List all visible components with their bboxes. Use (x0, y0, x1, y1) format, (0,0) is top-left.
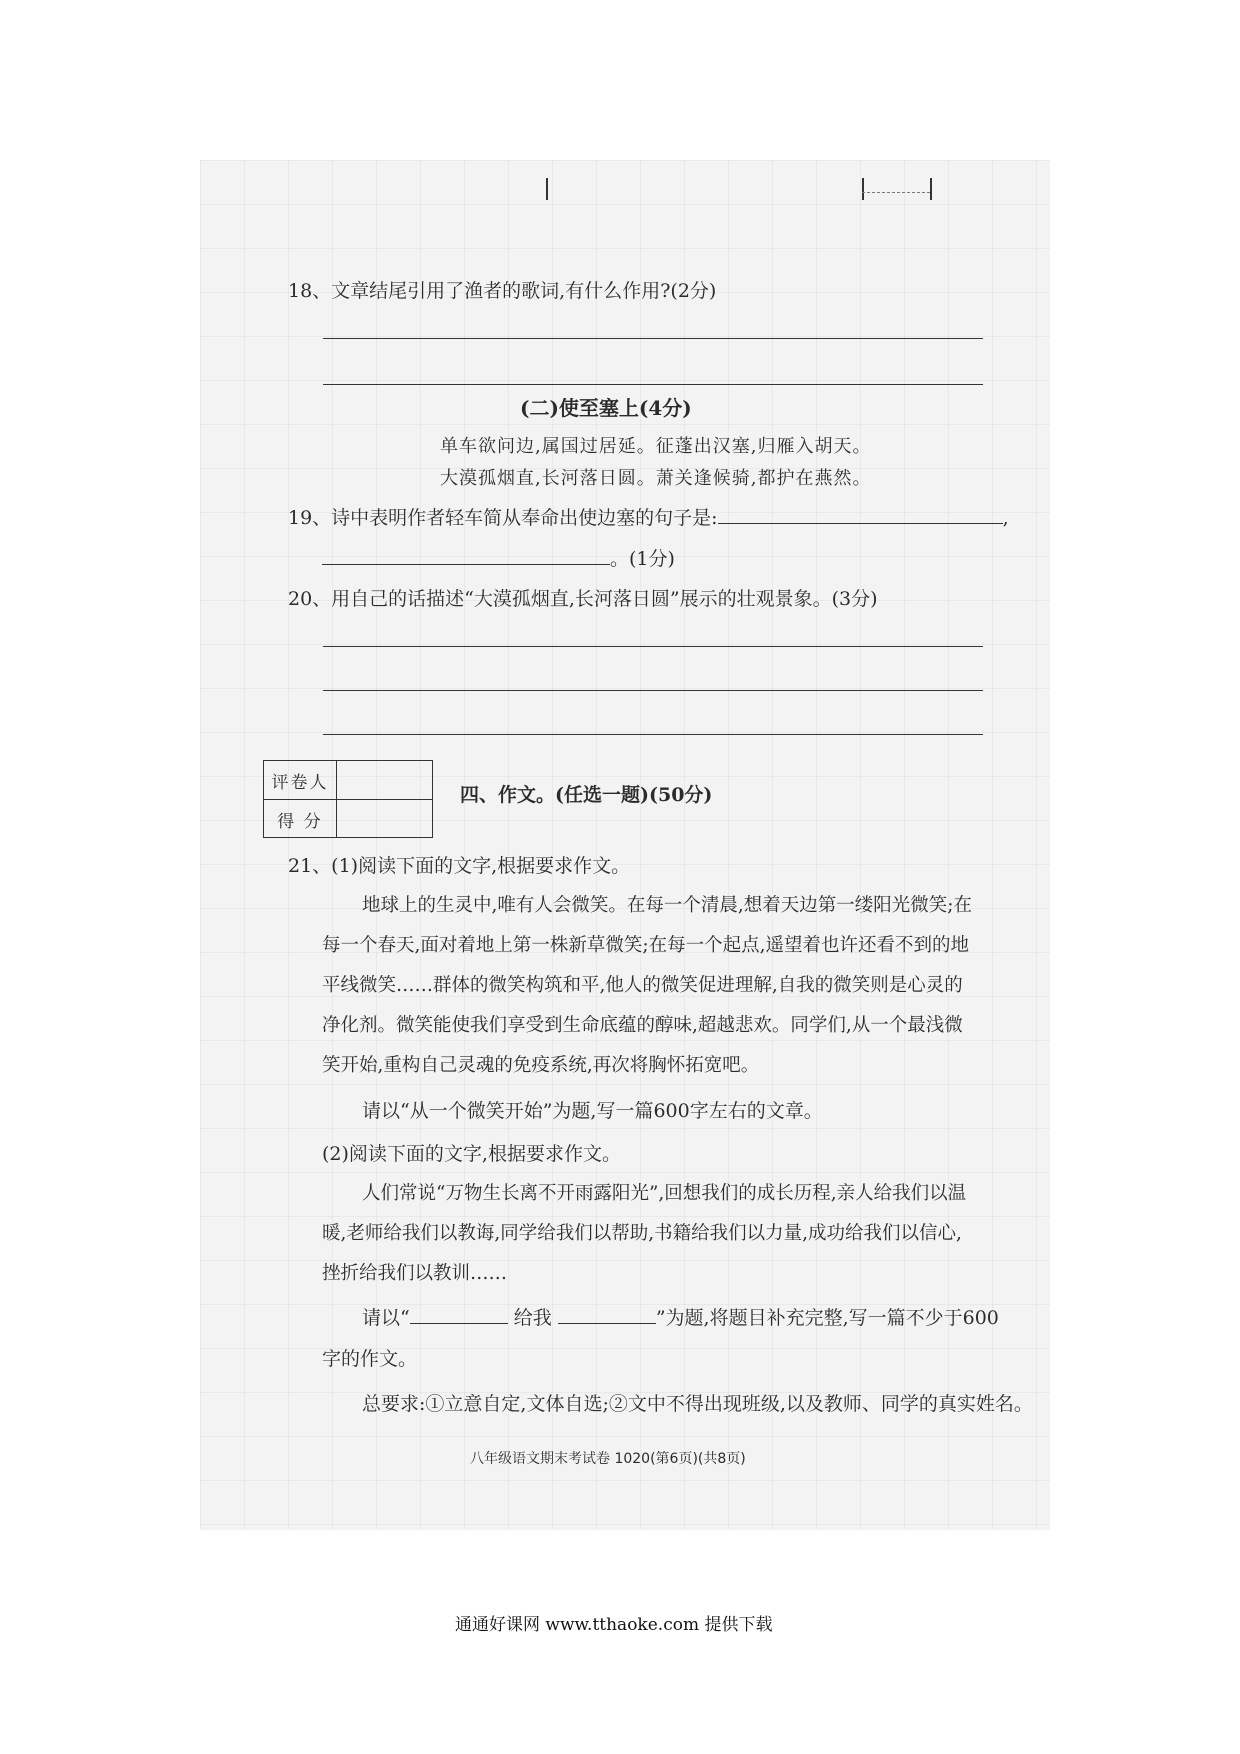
part2-requirement-line2: 字的作文。 (322, 1348, 418, 1370)
general-requirement: 总要求:①立意自定,文体自选;②文中不得出现班级,以及教师、同学的真实姓名。 (362, 1393, 1033, 1415)
registration-mark (862, 192, 930, 193)
question-21-part1-heading: 21、(1)阅读下面的文字,根据要求作文。 (288, 855, 631, 877)
score-label: 得 分 (277, 811, 323, 832)
requirement-mid: 给我 (507, 1307, 558, 1329)
download-credit: 通通好课网 www.tthaoke.com 提供下载 (455, 1615, 773, 1635)
prompt-line: 挫折给我们以教训…… (322, 1263, 508, 1284)
question-19-text: 19、诗中表明作者轻车简从奉命出使边塞的句子是: (288, 507, 718, 529)
registration-mark (930, 178, 932, 200)
poem-line-2: 大漠孤烟直,长河落日圆。萧关逢候骑,都护在燕然。 (440, 468, 872, 489)
reviewer-field[interactable] (338, 761, 432, 798)
question-19-suffix: 。(1分) (610, 548, 675, 570)
answer-line[interactable] (323, 338, 983, 339)
answer-blank[interactable] (718, 505, 1003, 524)
part2-requirement (362, 1305, 999, 1330)
registration-mark (862, 178, 864, 200)
reviewer-label: 评卷人 (271, 772, 329, 793)
question-19 (288, 505, 1009, 530)
prompt-line: 平线微笑……群体的微笑构筑和平,他人的微笑促进理解,自我的微笑则是心灵的 (322, 975, 963, 996)
poem-line-1: 单车欲问边,属国过居延。征蓬出汉塞,归雁入胡天。 (440, 436, 872, 457)
prompt-line: 地球上的生灵中,唯有人会微笑。在每一个清晨,想着天边第一缕阳光微笑;在 (362, 895, 972, 916)
answer-line[interactable] (323, 646, 983, 647)
score-field[interactable] (338, 800, 432, 837)
requirement-prefix: 请以“ (362, 1307, 410, 1329)
prompt-line: 暖,老师给我们以教诲,同学给我们以帮助,书籍给我们以力量,成功给我们以信心, (322, 1223, 962, 1244)
section-2-title: (二)使至塞上(4分) (520, 396, 692, 420)
answer-line[interactable] (323, 734, 983, 735)
prompt-line: 笑开始,重构自己灵魂的免疫系统,再次将胸怀拓宽吧。 (322, 1055, 760, 1076)
question-20: 20、用自己的话描述“大漠孤烟直,长河落日圆”展示的壮观景象。(3分) (288, 588, 878, 610)
prompt-line: 净化剂。微笑能使我们享受到生命底蕴的醇味,超越悲欢。同学们,从一个最浅微 (322, 1015, 963, 1036)
prompt-line: 人们常说“万物生长离不开雨露阳光”,回想我们的成长历程,亲人给我们以温 (362, 1183, 967, 1204)
question-19-line2 (322, 546, 675, 571)
table-divider (336, 761, 337, 837)
section-4-title: 四、作文。(任选一题)(50分) (460, 784, 713, 806)
requirement-suffix: ”为题,将题目补充完整,写一篇不少于600 (655, 1307, 999, 1329)
question-18: 18、文章结尾引用了渔者的歌词,有什么作用?(2分) (288, 280, 717, 302)
answer-blank[interactable] (322, 546, 610, 565)
page-footer: 八年级语文期末考试卷 1020(第6页)(共8页) (470, 1451, 746, 1467)
score-table (263, 760, 433, 838)
prompt-line: 每一个春天,面对着地上第一株新草微笑;在每一个起点,遥望着也许还看不到的地 (322, 935, 969, 956)
answer-line[interactable] (323, 384, 983, 385)
title-blank[interactable] (558, 1305, 656, 1324)
registration-mark (546, 178, 548, 200)
title-blank[interactable] (410, 1305, 508, 1324)
part1-requirement: 请以“从一个微笑开始”为题,写一篇600字左右的文章。 (362, 1100, 823, 1122)
answer-line[interactable] (323, 690, 983, 691)
question-21-part2-heading: (2)阅读下面的文字,根据要求作文。 (322, 1143, 621, 1165)
question-19-comma: , (1002, 507, 1009, 529)
